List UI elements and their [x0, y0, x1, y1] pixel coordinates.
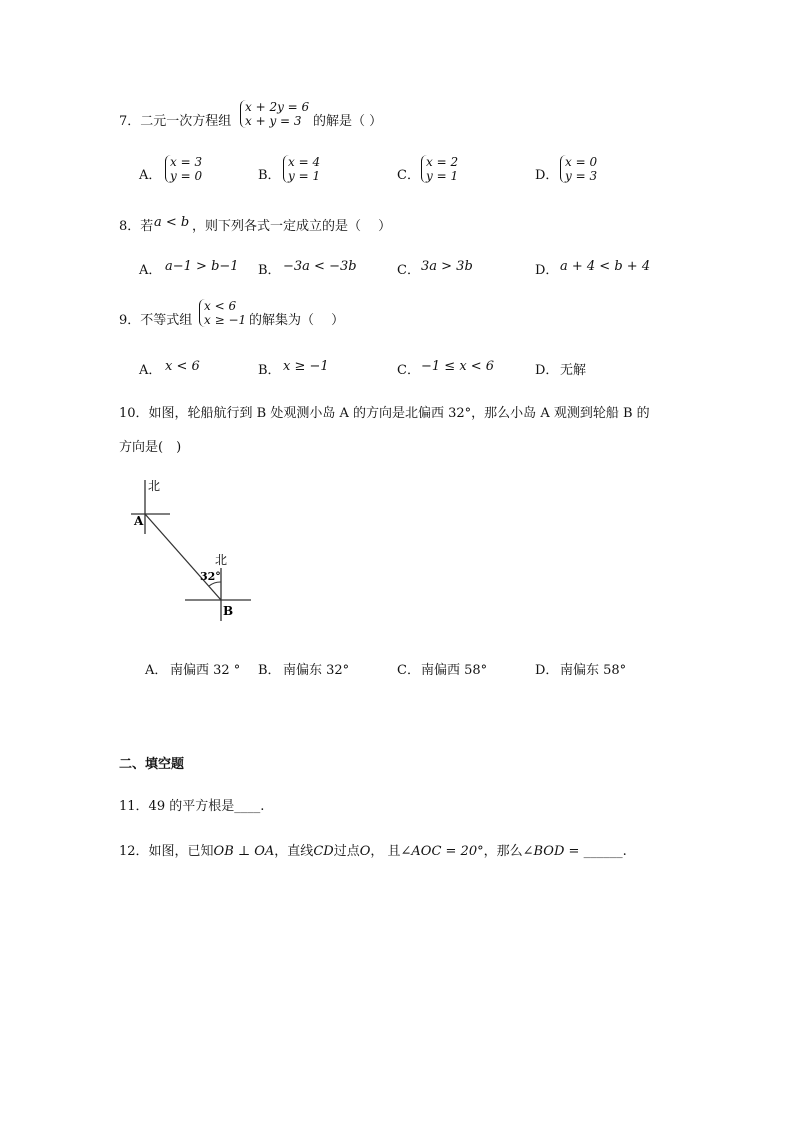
q7-option-b-eq2: y = 1: [288, 169, 321, 183]
q12-text-1: 12．如图，已知: [119, 844, 214, 859]
q10-option-d-text: 南偏东 58°: [560, 663, 627, 678]
q10-option-b-text: 南偏东 32°: [283, 663, 350, 678]
angle-label: 32°: [200, 570, 221, 583]
q8-option-a-expr: a−1 > b−1: [165, 259, 239, 274]
q12-math-point-o: O: [359, 844, 371, 859]
q8-option-d-label: D．: [535, 263, 559, 278]
q9-option-a-label: A．: [139, 363, 162, 378]
q7-option-a-label: A．: [139, 168, 162, 183]
q9-suffix: 的解集为（ ）: [249, 313, 345, 328]
q10-option-a-text: 南偏西 32 °: [170, 663, 241, 678]
section-title-fill-blank: 二、填空题: [119, 757, 185, 772]
q7-eq1: x + 2y = 6: [245, 100, 310, 114]
q8-option-b-expr: −3a < −3b: [283, 259, 357, 274]
q10-option-a-label: A．: [145, 663, 168, 678]
q10-option-c-label: C．: [397, 663, 420, 678]
north-label-a: 北: [148, 479, 161, 493]
q8-option-c-label: C．: [397, 263, 420, 278]
q9-option-d-label: D．: [535, 363, 559, 378]
q7-option-b-label: B．: [258, 168, 281, 183]
q7-suffix: 的解是（ ）: [313, 114, 383, 129]
north-label-b: 北: [215, 553, 228, 567]
q8-suffix: ，则下列各式一定成立的是（ ）: [192, 219, 392, 234]
q12-text-2: ，直线: [274, 844, 314, 859]
point-a-label: A: [134, 514, 144, 528]
question-12: [119, 840, 627, 859]
segment-ab: [145, 514, 221, 600]
q9-option-c-label: C．: [397, 363, 420, 378]
q7-option-b-system: [283, 155, 320, 183]
q10-line1: 10．如图，轮船航行到 B 处观测小岛 A 的方向是北偏西 32°，那么小岛 A 观测到轮船 B 的: [119, 406, 650, 421]
q9-prefix: 9．不等式组: [119, 313, 193, 328]
q7-eq2: x + y = 3: [245, 114, 302, 128]
q7-option-a-eq1: x = 3: [170, 155, 203, 169]
q9-option-b-label: B．: [258, 363, 281, 378]
q7-equation-system: [240, 100, 309, 128]
question-11: 11．49 的平方根是____.: [119, 799, 265, 814]
q12-text-5: ，那么: [483, 844, 523, 859]
q7-option-c-eq2: y = 1: [426, 169, 459, 183]
q10-option-c-text: 南偏西 58°: [421, 663, 488, 678]
q12-math-line-cd: CD: [313, 844, 334, 859]
q12-text-4: ， 且: [370, 844, 401, 859]
q9-option-c-expr: −1 ≤ x < 6: [421, 359, 495, 374]
q12-math-angle-bod: ∠BOD =: [522, 844, 584, 859]
q7-option-d-label: D．: [535, 168, 559, 183]
q7-option-c-eq1: x = 2: [426, 155, 459, 169]
q7-option-a-eq2: y = 0: [170, 169, 203, 183]
q7-option-d-eq1: x = 0: [565, 155, 598, 169]
q9-option-b-expr: x ≥ −1: [283, 359, 329, 374]
q12-text-3: 过点: [333, 844, 360, 859]
q7-option-c-label: C．: [397, 168, 420, 183]
q8-option-b-label: B．: [258, 263, 281, 278]
q7-option-c-system: [421, 155, 458, 183]
q9-option-d-expr: 无解: [560, 363, 587, 378]
q9-inequality-system: [199, 299, 246, 327]
q10-compass-diagram: [125, 474, 260, 624]
q12-math-perpendicular: OB ⊥ OA: [213, 844, 275, 859]
q12-answer-blank[interactable]: ______.: [583, 844, 627, 859]
q8-condition: a < b: [154, 215, 190, 230]
point-b-label: B: [223, 604, 234, 618]
q8-option-a-label: A．: [139, 263, 162, 278]
q7-prefix: 7．二元一次方程组: [119, 114, 232, 129]
q10-option-b-label: B．: [258, 663, 281, 678]
q10-line2: 方向是( ): [119, 440, 182, 455]
q10-option-d-label: D．: [535, 663, 559, 678]
q8-prefix: 8．若: [119, 219, 154, 234]
q7-option-a-system: [165, 155, 202, 183]
q9-option-a-expr: x < 6: [165, 359, 200, 374]
q8-option-c-expr: 3a > 3b: [421, 259, 473, 274]
q7-option-d-system: [560, 155, 597, 183]
q12-math-angle-aoc: ∠AOC = 20°: [400, 844, 484, 859]
q7-option-b-eq1: x = 4: [288, 155, 321, 169]
q8-option-d-expr: a + 4 < b + 4: [560, 259, 651, 274]
q9-eq2: x ≥ −1: [204, 313, 247, 327]
q7-option-d-eq2: y = 3: [565, 169, 598, 183]
q9-eq1: x < 6: [204, 299, 237, 313]
